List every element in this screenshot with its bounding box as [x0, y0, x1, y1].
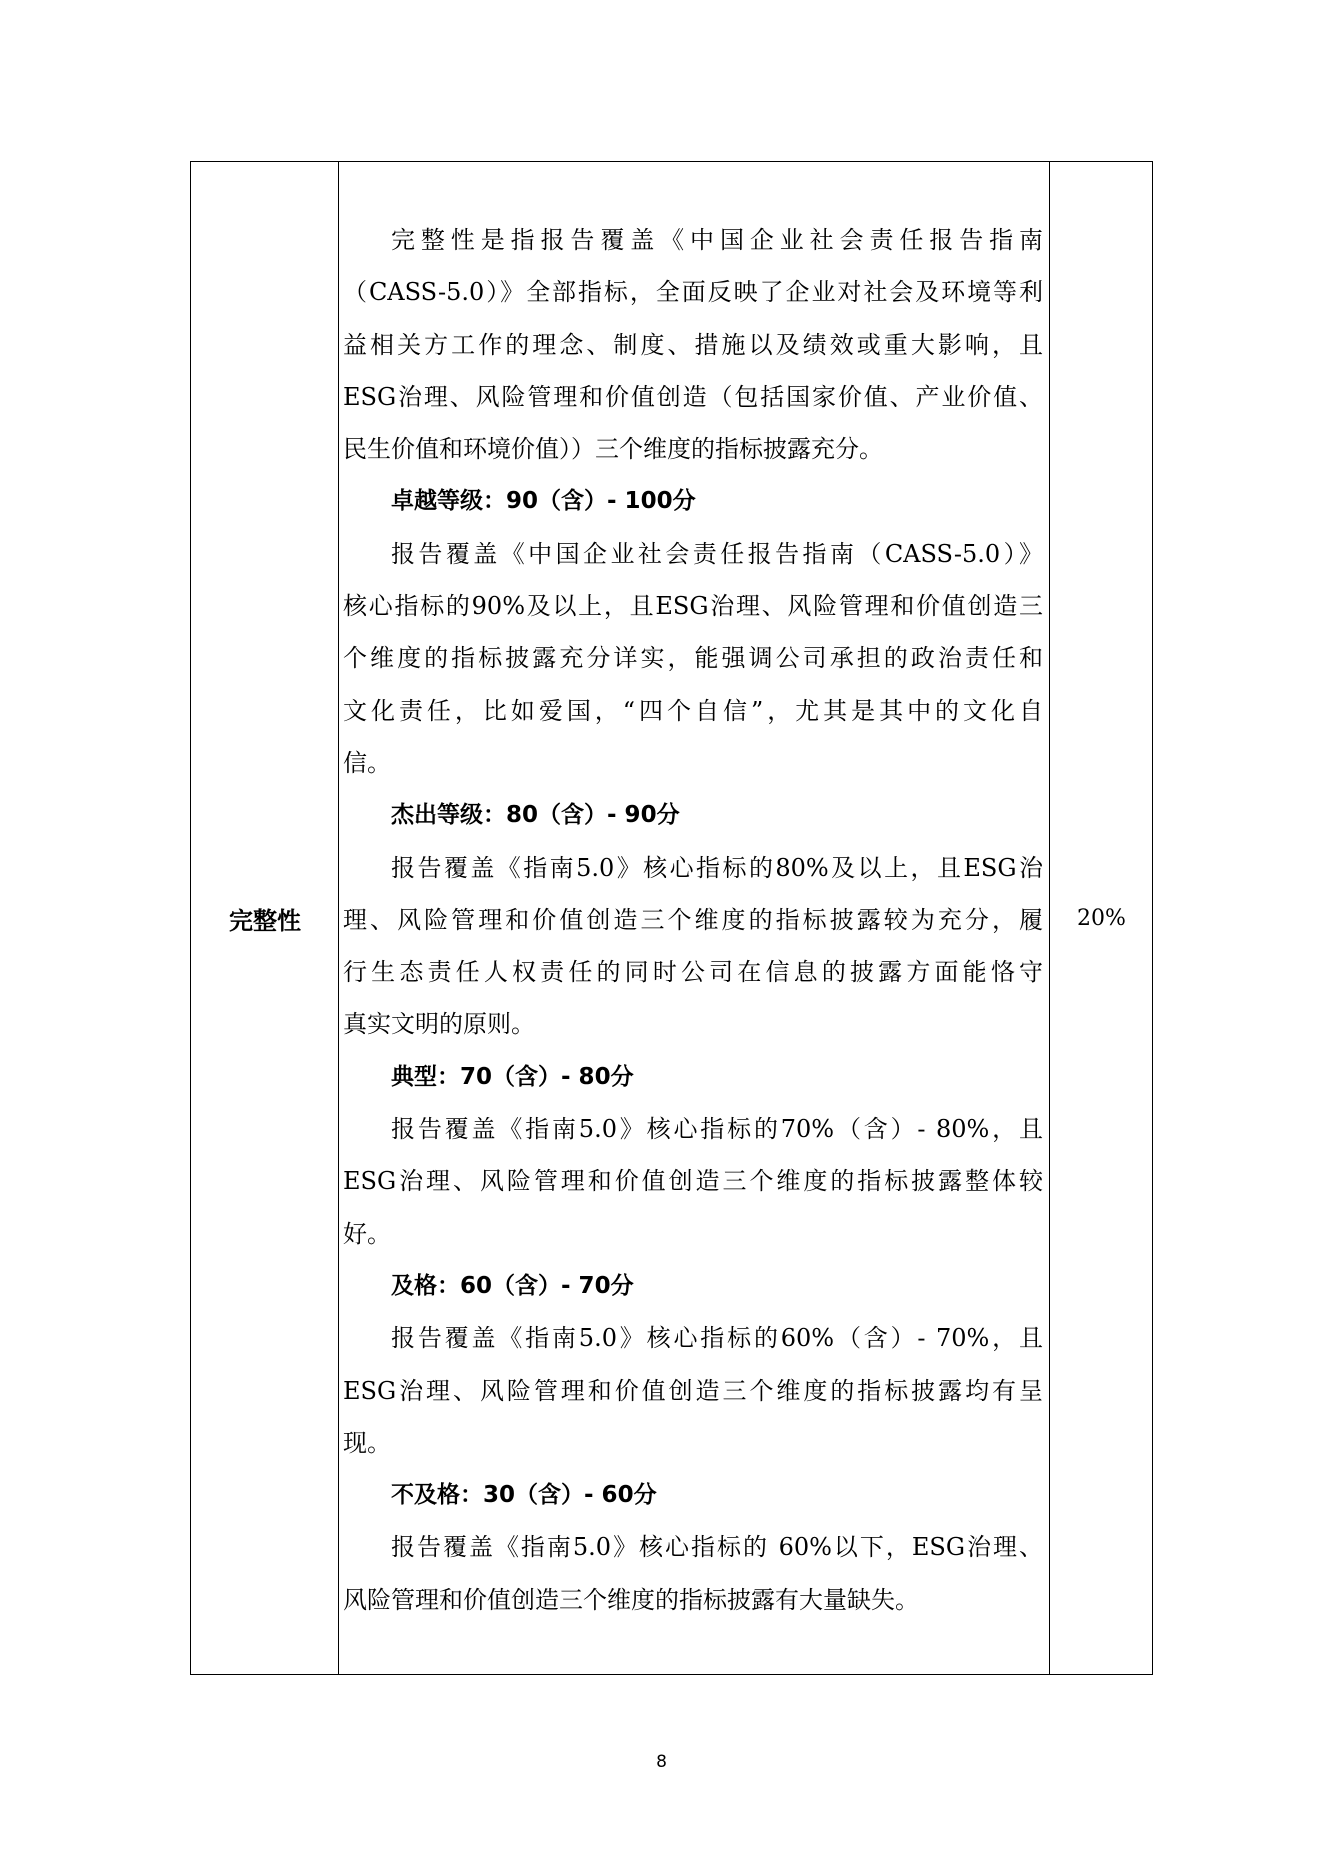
- intro-line: 益相关方工作的理念、制度、措施以及绩效或重大影响，且: [343, 330, 1043, 359]
- level-line: 报告覆盖《指南5.0》核心指标的70%（含）- 80%，且: [391, 1115, 1043, 1144]
- level-line: 真实文明的原则。: [343, 1010, 535, 1039]
- level-heading: 卓越等级：90（含）- 100分: [391, 488, 696, 515]
- column-divider-right: [1049, 162, 1050, 1674]
- criterion-cell: 完整性: [229, 906, 301, 935]
- level-line: ESG治理、风险管理和价值创造三个维度的指标披露整体较: [343, 1167, 1043, 1196]
- level-line: 核心指标的90%及以上，且ESG治理、风险管理和价值创造三: [343, 592, 1043, 621]
- level-line: 现。: [343, 1428, 391, 1457]
- intro-line: ESG治理、风险管理和价值创造（包括国家价值、产业价值、: [343, 382, 1043, 411]
- intro-line: 完整性是指报告覆盖《中国企业社会责任报告指南: [391, 226, 1043, 254]
- weight-cell: 20%: [1077, 905, 1126, 931]
- intro-line: 民生价值和环境价值））三个维度的指标披露充分。: [343, 435, 883, 464]
- level-pass: [343, 1260, 1043, 1469]
- level-fail: [343, 1469, 1043, 1626]
- page-number: 8: [656, 1752, 667, 1772]
- level-line: 好。: [343, 1219, 391, 1248]
- intro-paragraph: [343, 214, 1043, 475]
- level-line: 个维度的指标披露充分详实，能强调公司承担的政治责任和: [343, 644, 1043, 673]
- level-line: 报告覆盖《指南5.0》核心指标的60%（含）- 70%，且: [391, 1324, 1043, 1353]
- level-heading: 及格：60（含）- 70分: [391, 1272, 634, 1299]
- level-line: 报告覆盖《指南5.0》核心指标的80%及以上，且ESG治: [391, 853, 1043, 882]
- level-line: ESG治理、风险管理和价值创造三个维度的指标披露均有呈: [343, 1376, 1043, 1405]
- level-outstanding: [343, 789, 1043, 1050]
- intro-line: （CASS-5.0）》全部指标，全面反映了企业对社会及环境等利: [343, 278, 1043, 307]
- level-typical: [343, 1051, 1043, 1260]
- criterion-description-cell: [343, 214, 1043, 1626]
- level-line: 风险管理和价值创造三个维度的指标披露有大量缺失。: [343, 1585, 919, 1614]
- level-line: 行生态责任人权责任的同时公司在信息的披露方面能恪守: [343, 958, 1043, 987]
- level-line: 报告覆盖《中国企业社会责任报告指南（CASS-5.0）》: [391, 539, 1043, 568]
- level-excellent: [343, 475, 1043, 789]
- level-line: 理、风险管理和价值创造三个维度的指标披露较为充分，履: [343, 905, 1043, 934]
- level-line: 报告覆盖《指南5.0》核心指标的 60%以下，ESG治理、: [391, 1533, 1043, 1562]
- level-heading: 杰出等级：80（含）- 90分: [391, 802, 680, 829]
- level-heading: 不及格：30（含）- 60分: [391, 1482, 657, 1509]
- level-heading: 典型：70（含）- 80分: [391, 1063, 634, 1090]
- level-line: 文化责任，比如爱国，“四个自信”，尤其是其中的文化自: [343, 696, 1043, 725]
- level-line: 信。: [343, 748, 391, 777]
- scoring-table: [190, 161, 1153, 1675]
